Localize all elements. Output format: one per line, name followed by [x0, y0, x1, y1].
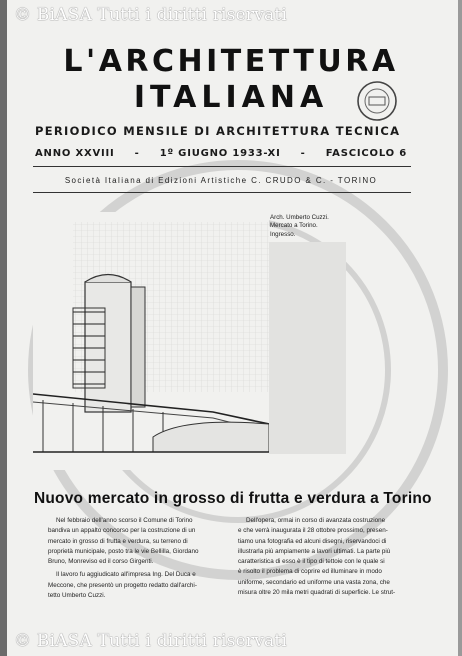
article-line: e che verrà inaugurata il 28 ottobre prossimo, presen- — [238, 527, 388, 535]
magazine-title-line2: ITALIANA — [133, 80, 329, 115]
article-line: Dell'opera, ormai in corso di avanzata costruzione — [246, 517, 386, 524]
article-column-right — [238, 516, 406, 598]
divider-rule — [33, 192, 411, 193]
article-line: Meccone, che presentò un progetto redatto dall'archi- — [48, 581, 197, 589]
issue-separator: - — [134, 148, 140, 159]
article-line: tiamo una fotografia ed alcuni disegni, riservandoci di — [238, 537, 387, 545]
article-line: è risolto il problema di coprire ed illuminare in modo — [238, 568, 382, 576]
article-line: illustrarla più ampiamente a lavori ultimati. La parte più — [238, 547, 391, 555]
article-line: Il lavoro fu aggiudicato all'impresa Ing. Del Duca e — [56, 571, 196, 579]
issue-separator: - — [300, 148, 306, 159]
divider-rule — [33, 166, 411, 167]
article-title: Nuovo mercato in grosso di frutta e verdura a Torino — [34, 490, 432, 507]
article-line: tetto Umberto Cuzzi. — [48, 592, 106, 600]
caption-line: Mercato a Torino. — [270, 222, 318, 230]
article-line: Bruno, Monreviso ed il corso Girgenti. — [48, 558, 154, 566]
market-entrance-illustration — [33, 212, 269, 470]
article-line: caratteristica di esso è il tipo di tettoie con le quale si — [238, 558, 385, 566]
magazine-subtitle: PERIODICO MENSILE DI ARCHITETTURA TECNICA — [35, 124, 401, 138]
publisher-line: Società Italiana di Edizioni Artistiche C. CRUDO & C. - TORINO — [64, 176, 378, 185]
article-line: uniforme, secondario ed uniforme una vasta zona, che — [238, 578, 390, 586]
article-line: bandiva un appalto concorso per la costruzione di un — [48, 527, 196, 535]
article-line: misura oltre 20 mila metri quadrati di superficie. Le strut- — [238, 589, 396, 597]
copyright-watermark-bottom: © BiASA Tutti i diritti riservati — [14, 631, 288, 651]
magazine-title-line1: L'ARCHITETTURA — [63, 44, 399, 79]
issue-number: FASCICOLO 6 — [325, 148, 407, 159]
issue-line — [35, 148, 407, 159]
illustration-caption — [270, 214, 380, 239]
article-line: Nel febbraio dell'anno scorso il Comune di Torino — [56, 517, 193, 524]
article-column-left — [48, 516, 216, 601]
copyright-watermark-top: © BiASA Tutti i diritti riservati — [14, 5, 288, 25]
article-line: mercato in grosso di frutta e verdura, su terreno di — [48, 537, 188, 545]
caption-line: Arch. Umberto Cuzzi. — [270, 214, 329, 221]
issue-year: ANNO XXVIII — [35, 148, 115, 159]
caption-line: Ingresso. — [270, 230, 296, 238]
issue-date: 1º GIUGNO 1933-XI — [159, 148, 281, 159]
article-line: proprietà municipale, posto tra le vie Bellilla, Giordano — [48, 547, 199, 555]
background-photo — [262, 242, 346, 454]
